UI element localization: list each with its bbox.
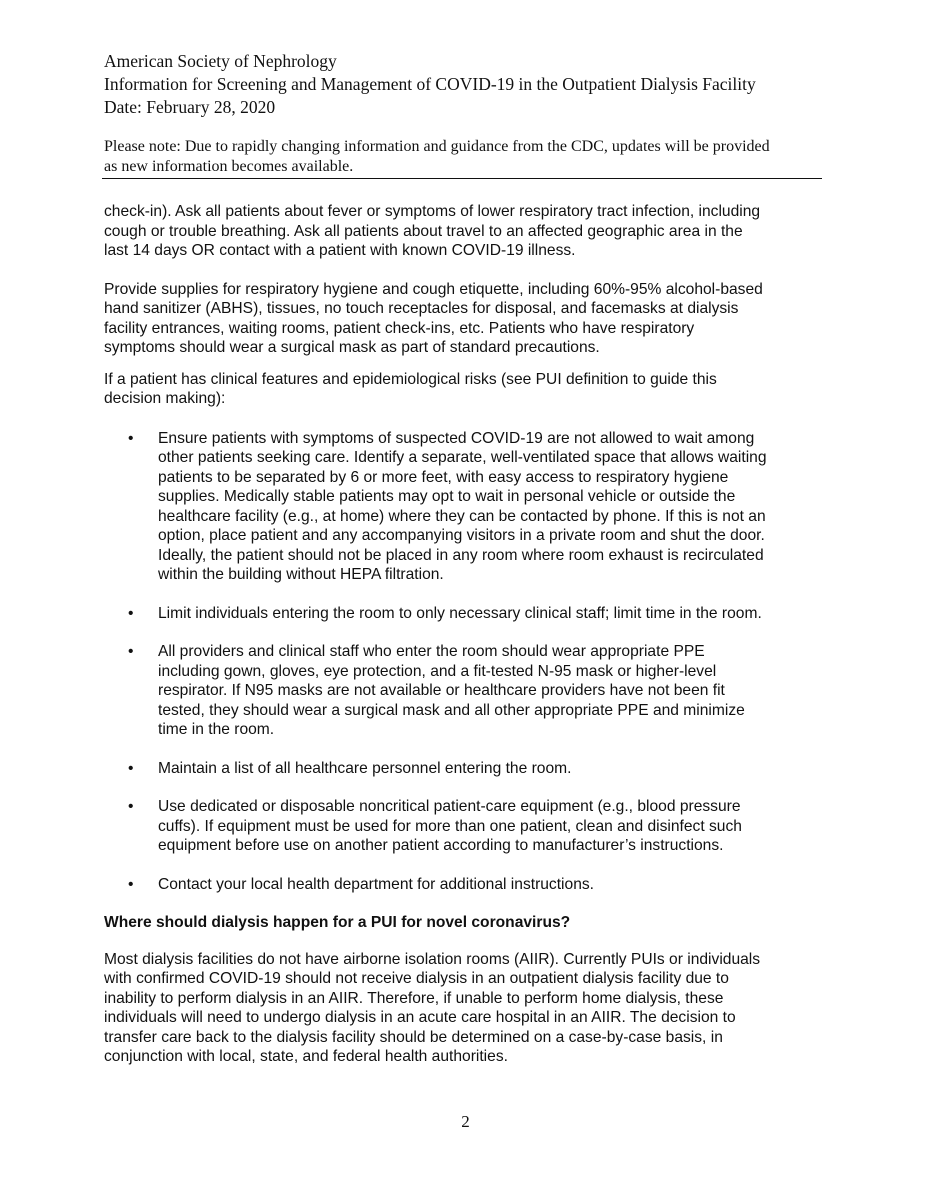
paragraph-line: symptoms should wear a surgical mask as part of standard precautions.	[104, 339, 600, 356]
list-item	[104, 797, 824, 856]
paragraph-line: check-in). Ask all patients about fever or symptoms of lower respiratory tract infection, including	[104, 203, 761, 220]
paragraph-line: cough or trouble breathing. Ask all patients about travel to an affected geographic area in the	[104, 222, 743, 240]
paragraph-line: facility entrances, waiting rooms, patient check-ins, etc. Patients who have respiratory	[104, 319, 695, 337]
paragraph-line: with confirmed COVID-19 should not receive dialysis in an outpatient dialysis facility due to	[104, 970, 729, 987]
bullet-line: respirator. If N95 masks are not available or healthcare providers have not been fit	[158, 682, 725, 699]
bullet-line: tested, they should wear a surgical mask and all other appropriate PPE and minimize	[158, 701, 745, 719]
bullet-marker: •	[128, 429, 134, 447]
bullet-marker: •	[128, 643, 134, 660]
bullet-line: equipment before use on another patient according to manufacturer’s instructions.	[158, 837, 724, 854]
bullet-line: Maintain a list of all healthcare personnel entering the room.	[158, 759, 572, 777]
paragraph-supplies	[104, 280, 824, 358]
organization-name: American Society of Nephrology	[104, 51, 337, 71]
paragraph-line: last 14 days OR contact with a patient with known COVID-19 illness.	[104, 242, 576, 259]
paragraph-check-in	[104, 202, 824, 261]
paragraph-line: hand sanitizer (ABHS), tissues, no touch receptacles for disposal, and facemasks at dialysis	[104, 300, 739, 317]
bullet-line: patients to be separated by 6 or more feet, with easy access to respiratory hygiene	[158, 468, 729, 486]
bullet-line: Use dedicated or disposable noncritical patient-care equipment (e.g., blood pressure	[158, 798, 741, 815]
bullet-text	[158, 604, 824, 624]
paragraph-dialysis-location	[104, 950, 824, 1067]
document-date: Date: February 28, 2020	[104, 97, 276, 117]
document-header	[104, 50, 824, 119]
bullet-marker: •	[128, 759, 134, 777]
paragraph-line: decision making):	[104, 390, 226, 407]
note-line: Please note: Due to rapidly changing information and guidance from the CDC, updates will be provided	[104, 138, 770, 155]
bullet-text	[158, 759, 824, 779]
bullet-text	[158, 797, 824, 856]
paragraph-line: Provide supplies for respiratory hygiene and cough etiquette, including 60%-95% alcohol-based	[104, 280, 763, 298]
bullet-marker: •	[128, 875, 134, 893]
list-item	[104, 429, 824, 585]
bullet-line: Ideally, the patient should not be placed in any room where room exhaust is recirculated	[158, 546, 764, 564]
bullet-line: within the building without HEPA filtration.	[158, 566, 444, 583]
paragraph-line: transfer care back to the dialysis facility should be determined on a case-by-case basis, in	[104, 1028, 723, 1046]
bullet-marker: •	[128, 798, 134, 815]
paragraph-line: If a patient has clinical features and epidemiological risks (see PUI definition to guide this	[104, 370, 717, 388]
bullet-line: supplies. Medically stable patients may opt to wait in personal vehicle or outside the	[158, 488, 736, 505]
bullet-line: option, place patient and any accompanying visitors in a private room and shut the door.	[158, 527, 765, 544]
paragraph-line: conjunction with local, state, and federal health authorities.	[104, 1048, 508, 1065]
bullet-marker: •	[128, 604, 134, 622]
bullet-text	[158, 875, 824, 895]
bullet-list	[104, 429, 824, 895]
bullet-line: healthcare facility (e.g., at home) where they can be contacted by phone. If this is not an	[158, 507, 766, 525]
bullet-line: Limit individuals entering the room to only necessary clinical staff; limit time in the room.	[158, 604, 762, 622]
bullet-line: Ensure patients with symptoms of suspected COVID-19 are not allowed to wait among	[158, 429, 755, 447]
list-item	[104, 759, 824, 779]
note-line: as new information becomes available.	[104, 158, 354, 175]
document-body	[104, 202, 824, 1067]
list-item	[104, 875, 824, 895]
header-divider	[102, 178, 822, 179]
section-heading: Where should dialysis happen for a PUI for novel coronavirus?	[104, 914, 571, 931]
bullet-line: time in the room.	[158, 721, 275, 738]
paragraph-line: individuals will need to undergo dialysis in an acute care hospital in an AIIR. The decision to	[104, 1009, 736, 1026]
list-item	[104, 604, 824, 624]
bullet-line: Contact your local health department for additional instructions.	[158, 875, 595, 893]
document-title: Information for Screening and Management of COVID-19 in the Outpatient Dialysis Facility	[104, 74, 756, 94]
bullet-line: cuffs). If equipment must be used for more than one patient, clean and disinfect such	[158, 817, 742, 835]
paragraph-line: inability to perform dialysis in an AIIR. Therefore, if unable to perform home dialysis, these	[104, 989, 724, 1007]
bullet-line: including gown, gloves, eye protection, and a fit-tested N-95 mask or higher-level	[158, 662, 717, 680]
paragraph-clinical-features	[104, 370, 824, 409]
bullet-text	[158, 642, 824, 740]
update-note	[104, 137, 822, 177]
page-number: 2	[461, 1112, 470, 1131]
list-item	[104, 642, 824, 740]
bullet-text	[158, 429, 824, 585]
bullet-line: All providers and clinical staff who enter the room should wear appropriate PPE	[158, 643, 705, 660]
paragraph-line: Most dialysis facilities do not have airborne isolation rooms (AIIR). Currently PUIs or individuals	[104, 950, 761, 968]
bullet-line: other patients seeking care. Identify a separate, well-ventilated space that allows waiting	[158, 449, 767, 466]
